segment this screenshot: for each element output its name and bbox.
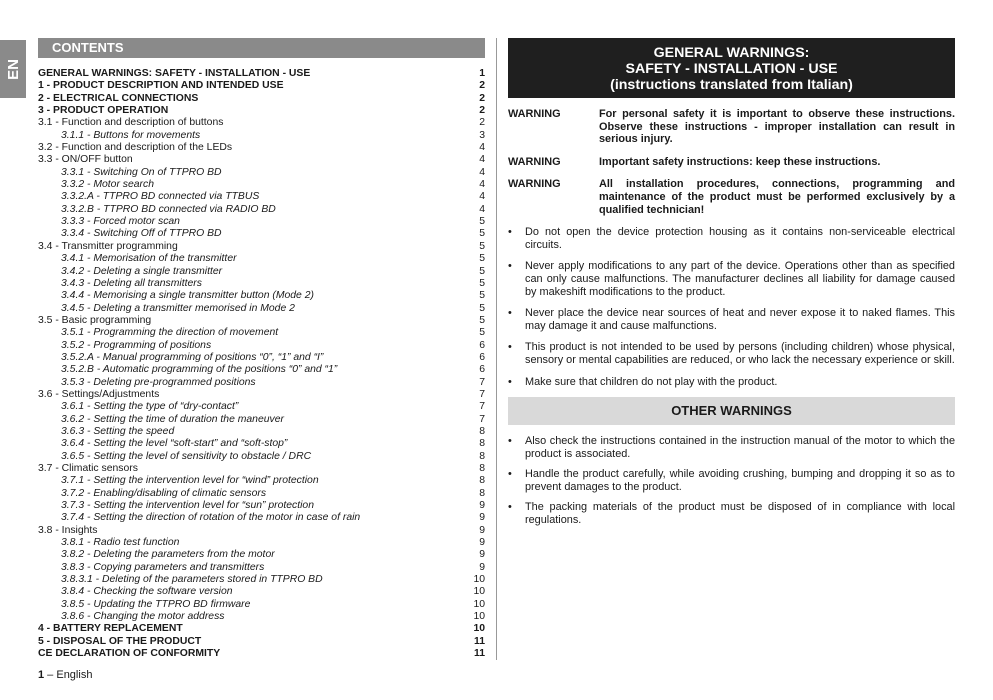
- toc-entry-page: 8: [479, 450, 485, 462]
- bullet-text: Do not open the device protection housing as it contains non-serviceable electrical circuits.: [525, 226, 955, 251]
- toc-entry-page: 5: [479, 228, 485, 240]
- toc-entry-page: 9: [479, 561, 485, 573]
- page-footer: [38, 669, 92, 681]
- toc-entry-title: 3.6.4 - Setting the level “soft-start” and “soft-stop”: [61, 438, 288, 450]
- toc-entry-page: 3: [479, 129, 485, 141]
- toc-row: [38, 488, 485, 500]
- toc-entry-title: 3.1 - Function and description of buttons: [38, 117, 224, 129]
- toc-row: [38, 463, 485, 475]
- toc-entry-page: 10: [473, 611, 485, 623]
- toc-row: [38, 290, 485, 302]
- toc-entry-title: 3.7.1 - Setting the intervention level for “wind” protection: [61, 475, 319, 487]
- toc-row: [38, 525, 485, 537]
- toc-row: [38, 599, 485, 611]
- toc-entry-title: 3.8.1 - Radio test function: [61, 537, 180, 549]
- toc-entry-title: 3.5.3 - Deleting pre-programmed positions: [61, 376, 256, 388]
- bullet-text: Never apply modifications to any part of the device. Operations other than as specified can only cause malfunctions. The manufacturer declines all liability for damage caused by makeshift modifications to the product.: [525, 260, 955, 298]
- general-warnings-bullets: [508, 226, 955, 388]
- bullet-text: This product is not intended to be used by persons (including children) whose physical, sensory or mental capabilities are reduced, or who lack the necessary experience or skill.: [525, 341, 955, 366]
- warnings-column: [508, 38, 955, 535]
- toc-entry-page: 10: [473, 598, 485, 610]
- toc-entry-title: 3.6.5 - Setting the level of sensitivity to obstacle / DRC: [61, 450, 312, 462]
- bullet-item: [508, 468, 955, 493]
- toc-entry-title: 3.3.1 - Switching On of TTPRO BD: [61, 166, 222, 178]
- toc-entry-title: 3.4.4 - Memorising a single transmitter button (Mode 2): [61, 290, 314, 302]
- toc-entry-title: 3.1.1 - Buttons for movements: [61, 129, 201, 141]
- general-warnings-title-line: (instructions translated from Italian): [610, 77, 853, 93]
- toc-row: [38, 475, 485, 487]
- toc-entry-page: 8: [479, 438, 485, 450]
- toc-entry-title: 3.8 - Insights: [38, 524, 98, 536]
- toc-entry-page: 8: [479, 425, 485, 437]
- toc-row: [38, 340, 485, 352]
- toc-entry-page: 2: [479, 105, 485, 117]
- toc-entry-page: 9: [479, 500, 485, 512]
- language-tab: [0, 40, 26, 98]
- bullet-text: Make sure that children do not play with the product.: [525, 375, 778, 388]
- toc-row: [38, 574, 485, 586]
- general-warnings-title-line: GENERAL WARNINGS:: [653, 45, 810, 61]
- toc-entry-page: 4: [479, 166, 485, 178]
- toc-entry-title: 4 - BATTERY REPLACEMENT: [38, 623, 183, 635]
- toc-list: [38, 68, 485, 661]
- bullet-item: [508, 435, 955, 460]
- toc-row: [38, 364, 485, 376]
- toc-entry-title: 3.4 - Transmitter programming: [38, 240, 178, 252]
- bullet-icon: •: [508, 260, 512, 273]
- toc-entry-page: 5: [479, 240, 485, 252]
- toc-entry-page: 5: [479, 302, 485, 314]
- toc-entry-title: 3.7.2 - Enabling/disabling of climatic sensors: [61, 487, 267, 499]
- bullet-item: [508, 376, 955, 389]
- toc-row: [38, 80, 485, 92]
- toc-entry-title: 3 - PRODUCT OPERATION: [38, 105, 169, 117]
- toc-entry-page: 10: [473, 623, 485, 635]
- table-of-contents: [38, 38, 485, 661]
- other-warnings-bullets: [508, 435, 955, 527]
- page-number: 1: [38, 669, 45, 681]
- toc-entry-page: 10: [473, 574, 485, 586]
- toc-entry-page: 11: [474, 648, 485, 660]
- toc-entry-page: 6: [479, 339, 485, 351]
- warning-label: WARNING: [508, 155, 561, 168]
- toc-entry-title: 3.6 - Settings/Adjustments: [38, 388, 160, 400]
- toc-entry-title: 2 - ELECTRICAL CONNECTIONS: [38, 92, 199, 104]
- toc-entry-page: 2: [479, 80, 485, 92]
- toc-row: [38, 228, 485, 240]
- bullet-icon: •: [508, 341, 512, 354]
- toc-row: [38, 142, 485, 154]
- toc-row: [38, 278, 485, 290]
- warning-list: [508, 108, 955, 216]
- bullet-item: [508, 226, 955, 251]
- toc-row: [38, 241, 485, 253]
- toc-entry-title: 3.8.4 - Checking the software version: [61, 586, 233, 598]
- toc-entry-page: 6: [479, 364, 485, 376]
- toc-row: [38, 586, 485, 598]
- toc-entry-page: 7: [479, 388, 485, 400]
- toc-entry-page: 5: [479, 277, 485, 289]
- toc-row: [38, 130, 485, 142]
- toc-row: [38, 315, 485, 327]
- toc-row: [38, 327, 485, 339]
- toc-entry-title: 3.5.1 - Programming the direction of movement: [61, 327, 279, 339]
- toc-entry-page: 8: [479, 463, 485, 474]
- toc-entry-page: 9: [479, 549, 485, 561]
- toc-entry-title: 5 - DISPOSAL OF THE PRODUCT: [38, 635, 202, 647]
- toc-entry-title: 3.4.1 - Memorisation of the transmitter: [61, 253, 237, 265]
- toc-entry-page: 6: [479, 351, 485, 363]
- toc-entry-title: 3.3.4 - Switching Off of TTPRO BD: [61, 228, 222, 240]
- toc-row: [38, 426, 485, 438]
- toc-entry-title: 3.5.2.A - Manual programming of positions “0”, “1” and “I”: [61, 351, 324, 363]
- toc-row: [38, 191, 485, 203]
- toc-row: [38, 537, 485, 549]
- toc-entry-page: 2: [479, 117, 485, 129]
- warning-label: WARNING: [508, 178, 561, 191]
- toc-entry-page: 5: [479, 265, 485, 277]
- toc-entry-title: 3.3 - ON/OFF button: [38, 154, 133, 166]
- toc-row: [38, 105, 485, 117]
- general-warnings-heading: [508, 38, 955, 98]
- toc-entry-title: 3.6.1 - Setting the type of “dry-contact”: [61, 401, 239, 413]
- toc-entry-page: 9: [479, 537, 485, 549]
- toc-entry-page: 7: [479, 376, 485, 388]
- toc-entry-title: 3.4.5 - Deleting a transmitter memorised in Mode 2: [61, 302, 295, 314]
- bullet-icon: •: [508, 501, 512, 514]
- toc-entry-title: 3.6.2 - Setting the time of duration the maneuver: [61, 413, 284, 425]
- bullet-icon: •: [508, 468, 512, 481]
- toc-entry-title: 3.3.2 - Motor search: [61, 179, 154, 191]
- bullet-text: The packing materials of the product must be disposed of in compliance with local regulations.: [525, 501, 955, 527]
- toc-entry-page: 5: [479, 216, 485, 228]
- toc-entry-title: 3.8.5 - Updating the TTPRO BD firmware: [61, 598, 251, 610]
- toc-row: [38, 500, 485, 512]
- general-warnings-title-line: SAFETY - INSTALLATION - USE: [625, 61, 838, 77]
- column-divider: [496, 38, 497, 660]
- toc-entry-title: 3.7.4 - Setting the direction of rotation of the motor in case of rain: [61, 512, 361, 524]
- bullet-text: Never place the device near sources of heat and never expose it to naked flames. This may damage it and cause malfunctions.: [525, 307, 955, 332]
- toc-row: [38, 414, 485, 426]
- toc-entry-title: CE DECLARATION OF CONFORMITY: [38, 648, 221, 660]
- toc-row: [38, 93, 485, 105]
- bullet-icon: •: [508, 226, 512, 239]
- toc-entry-title: 1 - PRODUCT DESCRIPTION AND INTENDED USE: [38, 80, 284, 92]
- toc-row: [38, 204, 485, 216]
- toc-row: [38, 512, 485, 524]
- warning-text: Important safety instructions: keep these instructions.: [599, 155, 881, 168]
- toc-row: [38, 636, 485, 648]
- toc-entry-title: 3.8.2 - Deleting the parameters from the motor: [61, 549, 275, 561]
- toc-entry-title: 3.5 - Basic programming: [38, 314, 152, 326]
- warning-label: WARNING: [508, 108, 561, 120]
- contents-heading: CONTENTS: [38, 38, 485, 58]
- toc-row: [38, 266, 485, 278]
- toc-row: [38, 253, 485, 265]
- toc-entry-page: 8: [479, 487, 485, 499]
- toc-entry-title: GENERAL WARNINGS: SAFETY - INSTALLATION - USE: [38, 68, 311, 79]
- toc-entry-title: 3.4.2 - Deleting a single transmitter: [61, 265, 223, 277]
- toc-entry-title: 3.5.2 - Programming of positions: [61, 339, 212, 351]
- toc-entry-title: 3.2 - Function and description of the LEDs: [38, 142, 233, 154]
- toc-entry-page: 9: [479, 512, 485, 524]
- toc-row: [38, 401, 485, 413]
- toc-entry-page: 5: [479, 253, 485, 265]
- toc-row: [38, 377, 485, 389]
- warning-item: [508, 156, 955, 169]
- language-tab-label: EN: [4, 58, 22, 80]
- warning-text: All installation procedures, connections, programming and maintenance of the product must be performed exclusively by a qualified technician!: [599, 178, 955, 216]
- toc-entry-page: 5: [479, 314, 485, 326]
- toc-entry-page: 4: [479, 203, 485, 215]
- bullet-icon: •: [508, 435, 512, 448]
- bullet-item: [508, 307, 955, 332]
- toc-entry-page: 4: [479, 191, 485, 203]
- toc-row: [38, 438, 485, 450]
- toc-entry-page: 7: [479, 401, 485, 413]
- bullet-icon: •: [508, 375, 512, 388]
- toc-row: [38, 648, 485, 660]
- toc-entry-title: 3.4.3 - Deleting all transmitters: [61, 277, 202, 289]
- toc-entry-title: 3.6.3 - Setting the speed: [61, 425, 175, 437]
- bullet-item: [508, 341, 955, 366]
- toc-row: [38, 623, 485, 635]
- toc-entry-page: 5: [479, 327, 485, 339]
- toc-row: [38, 68, 485, 80]
- toc-entry-title: 3.8.3.1 - Deleting of the parameters stored in TTPRO BD: [61, 574, 323, 586]
- toc-row: [38, 216, 485, 228]
- toc-entry-title: 3.3.2.B - TTPRO BD connected via RADIO BD: [61, 203, 276, 215]
- bullet-text: Also check the instructions contained in the instruction manual of the motor to which the product is associated.: [525, 435, 955, 460]
- toc-entry-page: 10: [473, 586, 485, 598]
- toc-row: [38, 562, 485, 574]
- warning-item: [508, 178, 955, 216]
- toc-entry-page: 4: [479, 154, 485, 166]
- toc-entry-page: 9: [479, 524, 485, 536]
- toc-row: [38, 611, 485, 623]
- bullet-text: Handle the product carefully, while avoiding crushing, bumping and dropping it so as to prevent damages to the product.: [525, 468, 955, 493]
- toc-row: [38, 352, 485, 364]
- toc-entry-page: 1: [479, 68, 485, 79]
- toc-entry-title: 3.7.3 - Setting the intervention level for “sun” protection: [61, 500, 314, 512]
- warning-text: For personal safety it is important to observe these instructions. Observe these instructions - improper installation can result in serious injury.: [599, 108, 955, 146]
- toc-entry-page: 5: [479, 290, 485, 302]
- toc-entry-page: 7: [479, 413, 485, 425]
- toc-row: [38, 549, 485, 561]
- toc-entry-page: 2: [479, 92, 485, 104]
- toc-row: [38, 389, 485, 401]
- toc-entry-page: 8: [479, 475, 485, 487]
- bullet-item: [508, 501, 955, 526]
- toc-entry-page: 4: [479, 179, 485, 191]
- toc-row: [38, 154, 485, 166]
- toc-entry-title: 3.8.6 - Changing the motor address: [61, 611, 225, 623]
- toc-entry-title: 3.3.2.A - TTPRO BD connected via TTBUS: [61, 191, 260, 203]
- toc-entry-title: 3.5.2.B - Automatic programming of the positions “0” and “1”: [61, 364, 338, 376]
- toc-row: [38, 451, 485, 463]
- toc-row: [38, 303, 485, 315]
- toc-entry-title: 3.7 - Climatic sensors: [38, 463, 138, 474]
- toc-entry-title: 3.3.3 - Forced motor scan: [61, 216, 180, 228]
- bullet-item: [508, 260, 955, 298]
- footer-language: – English: [44, 669, 93, 681]
- toc-row: [38, 167, 485, 179]
- warning-item: [508, 108, 955, 146]
- other-warnings-heading: OTHER WARNINGS: [508, 397, 955, 425]
- toc-row: [38, 117, 485, 129]
- toc-entry-page: 4: [479, 142, 485, 154]
- toc-entry-title: 3.8.3 - Copying parameters and transmitters: [61, 561, 265, 573]
- toc-row: [38, 179, 485, 191]
- toc-entry-page: 11: [474, 635, 485, 647]
- bullet-icon: •: [508, 307, 512, 320]
